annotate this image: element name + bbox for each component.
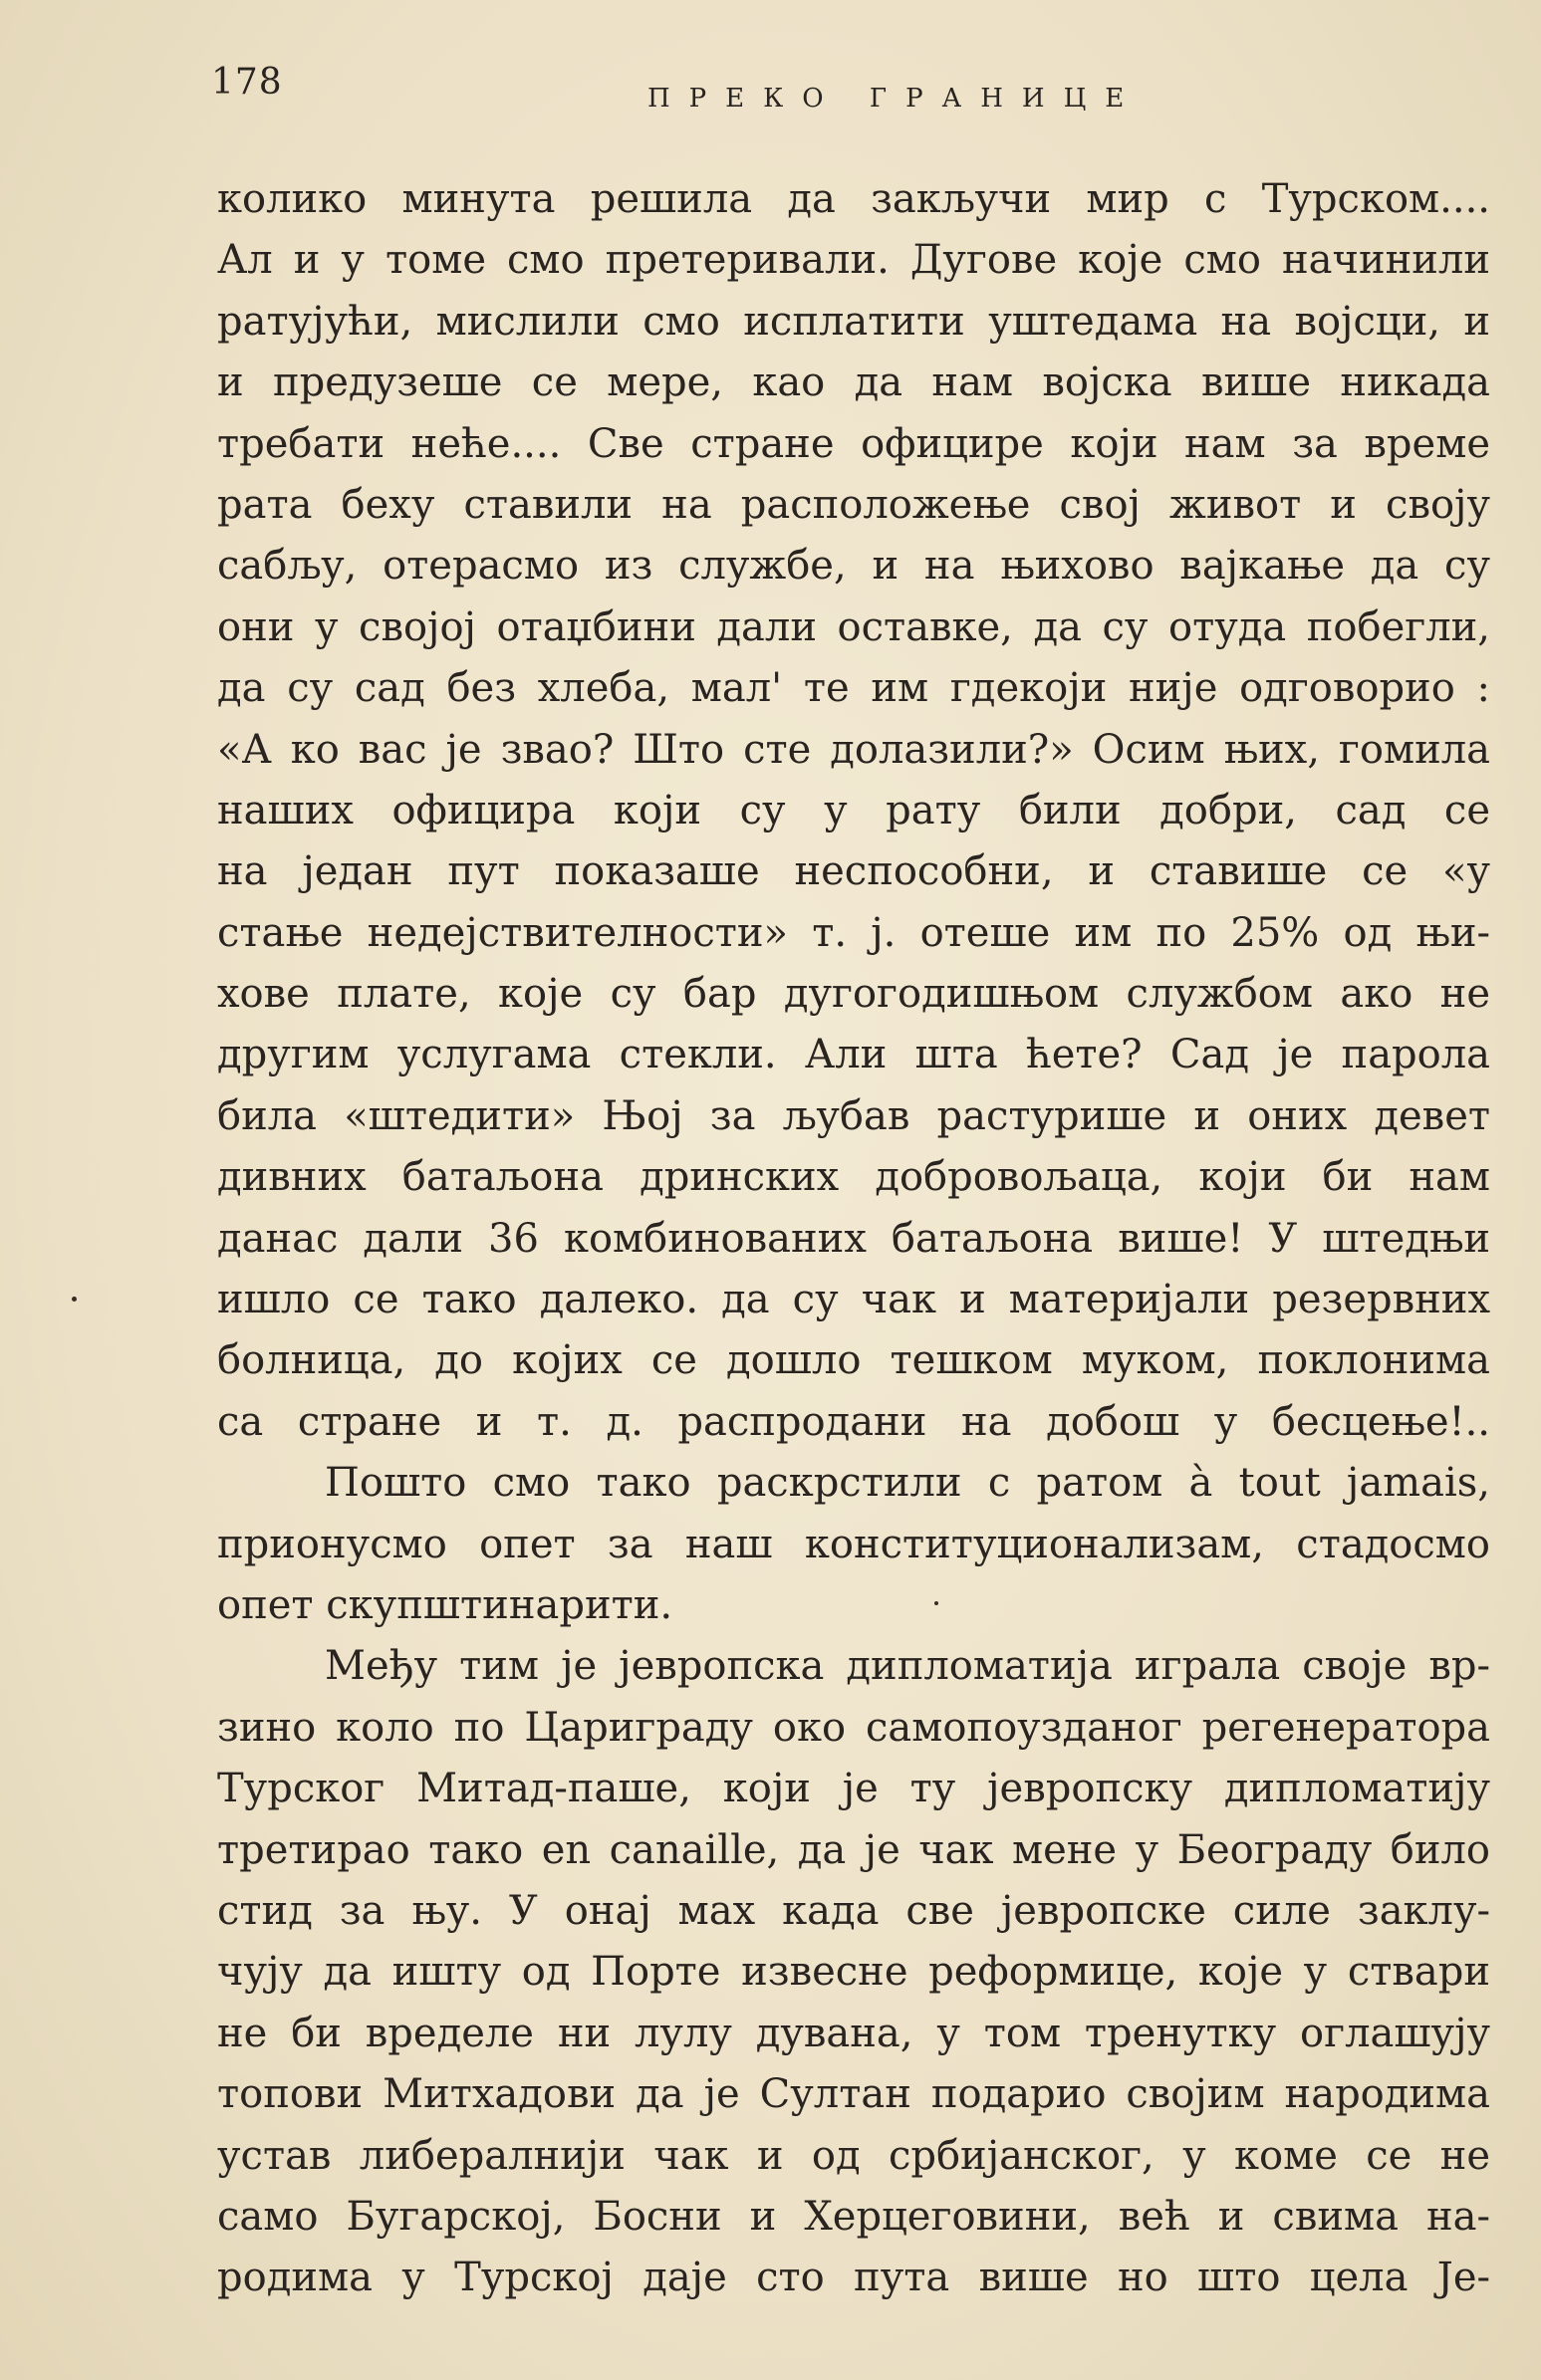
text-line: стид за њу. У онај мах када све јевропске силе заклу- [217,1887,1490,1934]
text-line: зино коло по Цариграду око самопоузданог регенератора [217,1704,1490,1751]
text-line: само Бугарској, Босни и Херцеговини, већ и свима на- [217,2193,1490,2240]
text-line: Турског Митад-паше, који је ту јевропску дипломатију [217,1766,1490,1812]
text-line: чују да ишту од Порте извесне реформице, које у ствари [217,1949,1490,1996]
text-line: и предузеше се мере, као да нам војска више никада [217,359,1490,406]
text-line: устав либералнији чак и од србијанског, у коме се не [217,2132,1490,2179]
text-line: рата беху ставили на расположење свој живот и своју [217,481,1490,528]
text-line: на један пут показаше неспособни, и ставише се «у [217,848,1490,895]
text-line: стање недејствителности» т. ј. отеше им по 25% од њи- [217,909,1490,956]
running-head: ПРЕКО ГРАНИЦЕ [647,84,1144,114]
text-line: наших официра који су у рату били добри, сад се [217,787,1490,833]
text-line: третирао тако en canaille, да је чак мене у Београду било [217,1826,1490,1873]
text-line: да су сад без хлеба, мал' те им гдекоји није одговорио : [217,665,1490,712]
text-line: родима у Турској даје сто пута више но што цела Је- [217,2255,1490,2301]
text-line: топови Митхадови да је Султан подарио својим народима [217,2071,1490,2118]
page-number: 178 [211,62,283,103]
text-line: дивних батаљона дринских добровољаца, који би нам [217,1154,1490,1201]
text-line: хове плате, које су бар дугогодишњом службом ако не [217,971,1490,1018]
text-line: не би вределе ни лулу дувана, у том тренутку оглашују [217,2010,1490,2056]
body-text [217,169,1490,2309]
text-line: са стране и т. д. распродани на добош у бесцење!.. [217,1398,1490,1445]
ink-speck [934,1601,938,1605]
paragraph-start-line: Пошто смо тако раскрстили с ратом à tout jamais, [325,1460,1490,1507]
text-line: Ал и у томе смо претеривали. Дугове које смо начинили [217,237,1490,284]
text-line: прионусмо опет за наш конституционализам, стадосмо [217,1521,1490,1567]
text-line: болница, до којих се дошло тешком муком, поклонима [217,1337,1490,1384]
ink-speck [72,1297,77,1302]
text-line: данас дали 36 комбинованих батаљона више! У штедњи [217,1215,1490,1262]
text-line: другим услугама стекли. Али шта ћете? Сад је парола [217,1032,1490,1078]
text-line: колико минута решила да закључи мир с Турском.... [217,176,1490,222]
text-line: требати неће.... Све стране официре који нам за време [217,420,1490,467]
text-line: ратујући, мислили смо исплатити уштедама на војсци, и [217,298,1490,345]
text-line: била «штедити» Њој за љубав растурише и оних девет [217,1092,1490,1139]
text-line: «А ко вас је звао? Што сте долазили?» Осим њих, гомила [217,726,1490,773]
paragraph-end-line: опет скупштинарити. [217,1581,673,1628]
text-line: они у својој отаџбини дали оставке, да су отуда побегли, [217,603,1490,650]
paragraph-start-line: Међу тим је јевропска дипломатија играла своје вр- [325,1643,1490,1690]
text-line: ишло се тако далеко. да су чак и материјали резервних [217,1277,1490,1323]
text-line: сабљу, отерасмо из службе, и на њихово вајкање да су [217,543,1490,590]
